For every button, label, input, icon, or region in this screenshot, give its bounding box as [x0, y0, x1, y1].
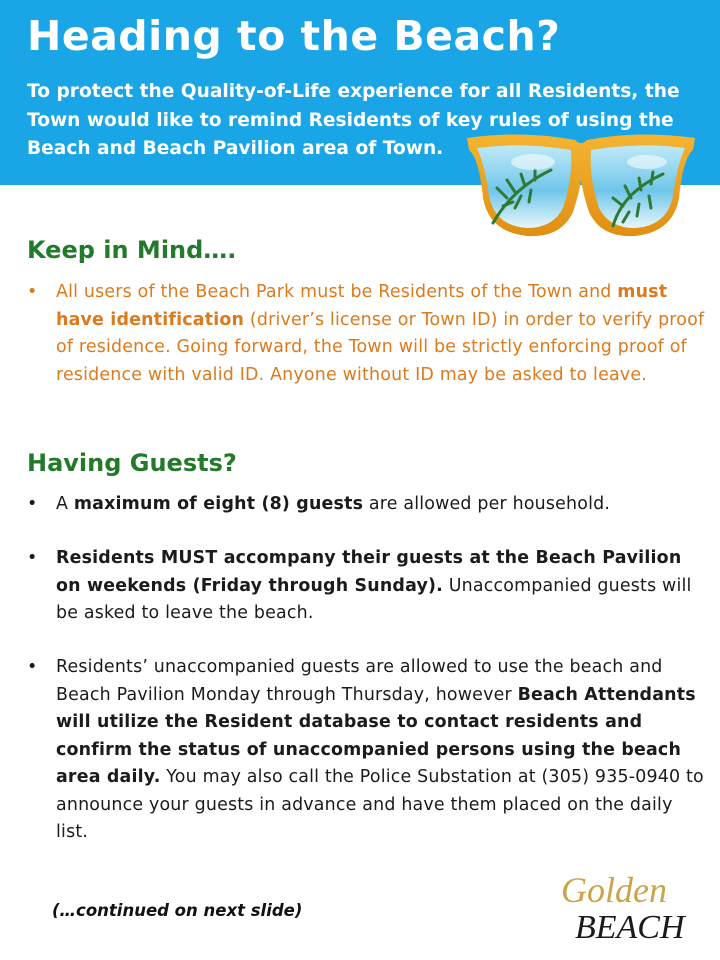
- text-segment: A: [56, 494, 74, 514]
- list-item: [0, 279, 708, 389]
- intro-text: To protect the Quality-of-Life experience for all Residents, the Town would like to remind Residents of key rules of using the Beach and Beach Pavilion area of Town.: [27, 81, 680, 159]
- bullet-text: [56, 279, 708, 389]
- bullet-dot: •: [27, 282, 38, 302]
- bullet-text: [56, 491, 708, 519]
- bullet-text: [56, 654, 708, 847]
- having-guests-list: [0, 654, 708, 847]
- logo-line-2: BEACH: [575, 909, 685, 944]
- sunglasses-icon: [463, 128, 699, 240]
- keep-in-mind-heading: Keep in Mind….: [27, 236, 237, 264]
- continued-note: (…continued on next slide): [52, 901, 303, 920]
- list-item: [0, 491, 708, 519]
- golden-beach-logo: [555, 868, 695, 944]
- bullet-dot: •: [27, 494, 38, 514]
- bold-text: Residents MUST accompany their guests at the Beach Pavilion on weekends (Friday through Sunday).: [56, 548, 682, 596]
- text-segment: You may also call the Police Substation at (305) 935-0940 to announce your guests in advance and have them placed on the daily list.: [56, 767, 704, 842]
- list-item: [0, 545, 708, 628]
- text-segment: Unaccompanied guests will be asked to leave the beach.: [56, 575, 692, 623]
- having-guests-list: [0, 491, 708, 519]
- bullet-dot: •: [27, 657, 38, 677]
- bold-text: must have identification: [56, 282, 668, 330]
- list-item: [0, 654, 708, 847]
- having-guests-list: [0, 545, 708, 628]
- text-segment: Residents’ unaccompanied guests are allowed to use the beach and Beach Pavilion Monday through Thursday, however: [56, 657, 663, 705]
- logo-line-1: Golden: [561, 870, 667, 910]
- text-segment: (driver’s license or Town ID) in order to verify proof of residence. Going forward, the Town will be strictly enforcing proof of residence with valid ID. Anyone without ID may be asked to leave.: [56, 309, 705, 385]
- text-segment: All users of the Beach Park must be Residents of the Town and: [56, 282, 618, 302]
- text-segment: are allowed per household.: [363, 494, 611, 514]
- bold-text: Beach Attendants will utilize the Resident database to contact residents and confirm the status of unaccompanied persons using the beach area daily.: [56, 684, 696, 787]
- bullet-dot: •: [27, 548, 38, 568]
- bullet-text: [56, 545, 708, 628]
- keep-in-mind-list: [0, 279, 708, 389]
- bold-text: maximum of eight (8) guests: [73, 494, 364, 514]
- page-title: Heading to the Beach?: [27, 12, 561, 60]
- having-guests-heading: Having Guests?: [27, 449, 237, 477]
